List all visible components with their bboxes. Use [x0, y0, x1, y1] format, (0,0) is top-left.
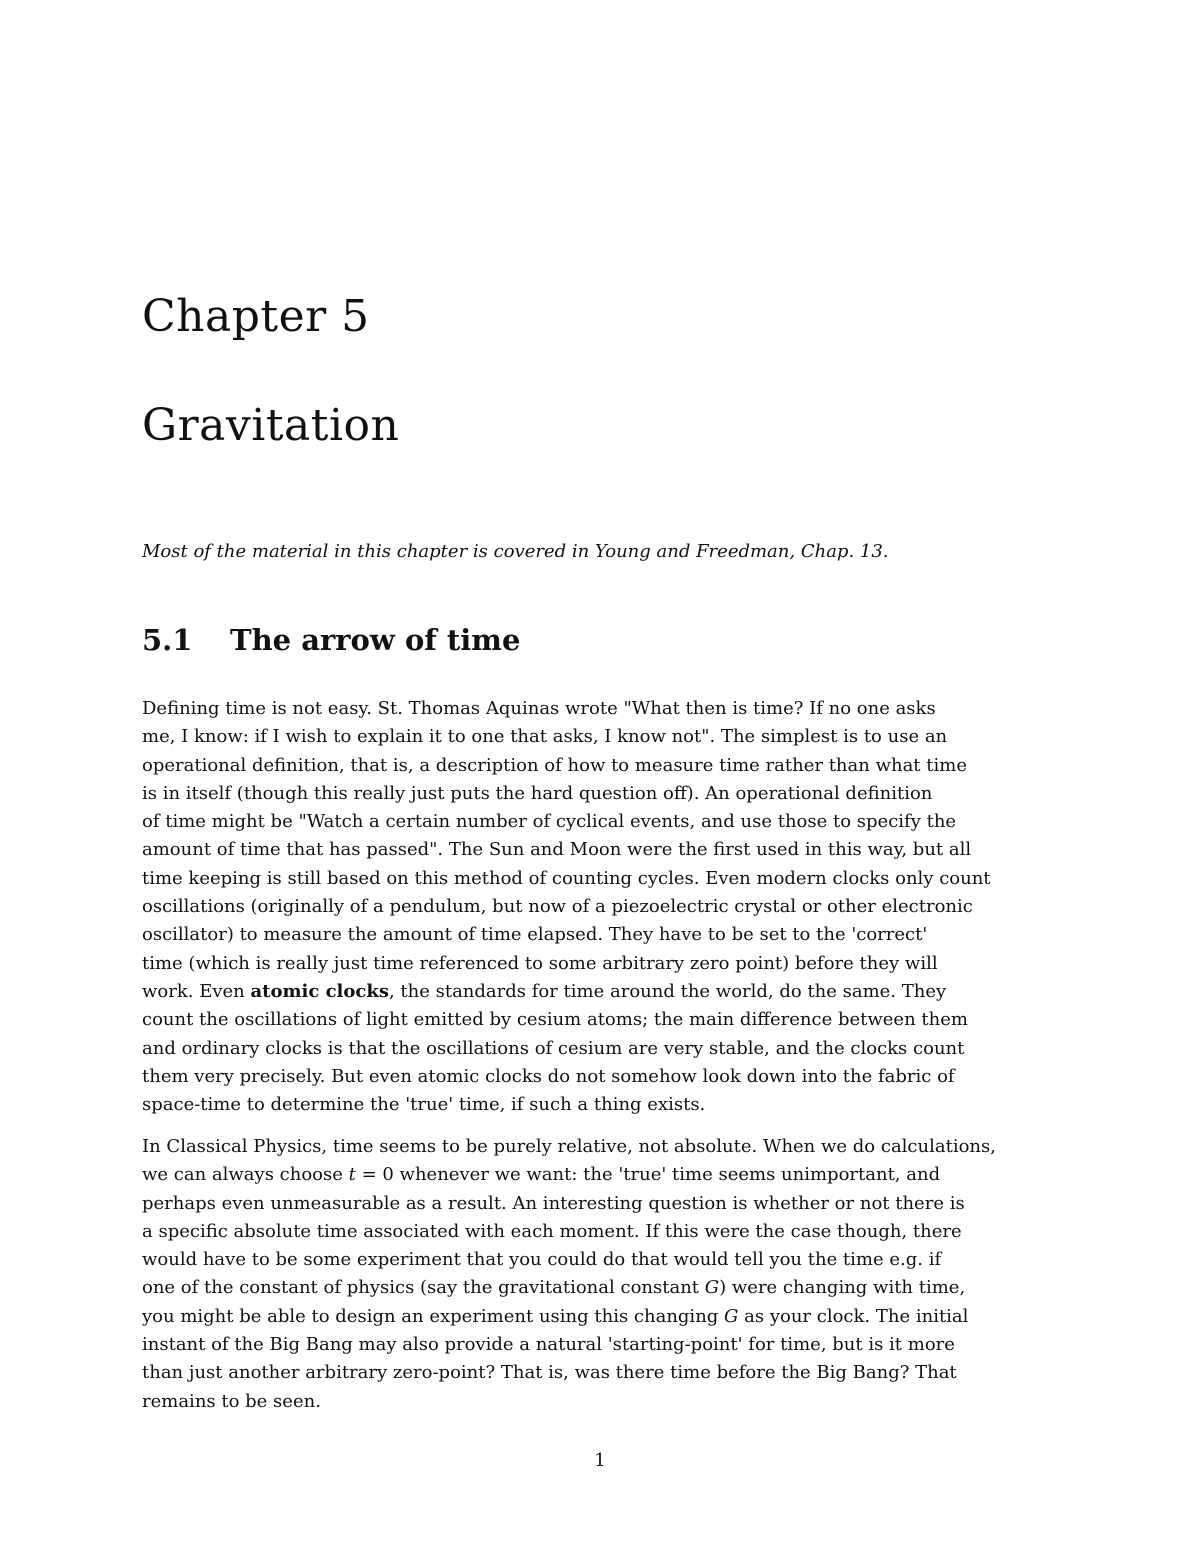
paragraph-line	[142, 1274, 1060, 1302]
paragraph-line	[142, 1303, 1060, 1331]
section-number: 5.1	[142, 623, 193, 657]
paragraph-line: oscillations (originally of a pendulum, but now of a piezoelectric crystal or other electronic	[142, 896, 973, 918]
paragraph-line: perhaps even unmeasurable as a result. An interesting question is whether or not there is	[142, 1192, 965, 1214]
text-run: as your clock. The initial	[738, 1305, 969, 1327]
paragraph-line	[142, 978, 1060, 1006]
paragraph-line: amount of time that has passed". The Sun and Moon were the first used in this way, but all	[142, 839, 972, 861]
paragraph-line: of time might be "Watch a certain number of cyclical events, and use those to specify the	[142, 811, 957, 833]
paragraph-line: them very precisely. But even atomic clocks do not somehow look down into the fabric of	[142, 1065, 955, 1087]
paragraph-line: oscillator) to measure the amount of time elapsed. They have to be set to the 'correct'	[142, 924, 928, 946]
paragraph-line: time keeping is still based on this method of counting cycles. Even modern clocks only count	[142, 867, 991, 889]
math-variable: G	[724, 1305, 739, 1327]
text-run: , the standards for time around the world, do the same. They	[388, 980, 947, 1002]
paragraph-line: time (which is really just time referenced to some arbitrary zero point) before they will	[142, 952, 938, 974]
paragraph-line: instant of the Big Bang may also provide a natural 'starting-point' for time, but is it more	[142, 1334, 955, 1356]
paragraph-line: count the oscillations of light emitted by cesium atoms; the main difference between them	[142, 1009, 968, 1031]
section-title: The arrow of time	[230, 623, 521, 657]
text-run: ) were changing with time,	[719, 1277, 966, 1299]
paragraph-line: remains to be seen.	[142, 1390, 321, 1412]
paragraph-2	[142, 1133, 1060, 1416]
paragraph-line: than just another arbitrary zero-point? That is, was there time before the Big Bang? That	[142, 1362, 957, 1384]
page-number: 1	[594, 1450, 606, 1471]
paragraph-line: operational definition, that is, a description of how to measure time rather than what time	[142, 754, 967, 776]
text-run: you might be able to design an experiment using this changing	[142, 1305, 725, 1327]
text-run: one of the constant of physics (say the gravitational constant	[142, 1277, 705, 1299]
text-run: = 0 whenever we want: the 'true' time seems unimportant, and	[355, 1164, 941, 1186]
chapter-title: Gravitation	[142, 400, 400, 451]
math-variable: G	[704, 1277, 720, 1299]
section-heading	[142, 620, 520, 660]
paragraph-line: Defining time is not easy. St. Thomas Aquinas wrote "What then is time? If no one asks	[142, 698, 936, 719]
paragraph-line: space-time to determine the 'true' time, if such a thing exists.	[142, 1094, 706, 1116]
text-run: we can always choose	[142, 1164, 349, 1186]
paragraph-line: a specific absolute time associated with each moment. If this were the case though, there	[142, 1220, 962, 1242]
chapter-note: Most of the material in this chapter is covered in Young and Freedman, Chap. 13.	[142, 541, 889, 562]
paragraph-line	[142, 1161, 1060, 1189]
bold-term: atomic clocks	[250, 980, 389, 1002]
paragraph-line: is in itself (though this really just puts the hard question off). An operational definition	[142, 782, 933, 804]
paragraph-line: In Classical Physics, time seems to be purely relative, not absolute. When we do calculations,	[142, 1136, 996, 1157]
paragraph-line: and ordinary clocks is that the oscillations of cesium are very stable, and the clocks count	[142, 1037, 965, 1059]
chapter-label: Chapter 5	[142, 291, 370, 342]
paragraph-1	[142, 695, 1060, 1119]
paragraph-line: would have to be some experiment that you could do that would tell you the time e.g. if	[142, 1249, 942, 1271]
paragraph-line: me, I know: if I wish to explain it to one that asks, I know not". The simplest is to use an	[142, 726, 948, 748]
text-run: work. Even	[142, 980, 251, 1002]
math-variable: t	[348, 1164, 356, 1186]
